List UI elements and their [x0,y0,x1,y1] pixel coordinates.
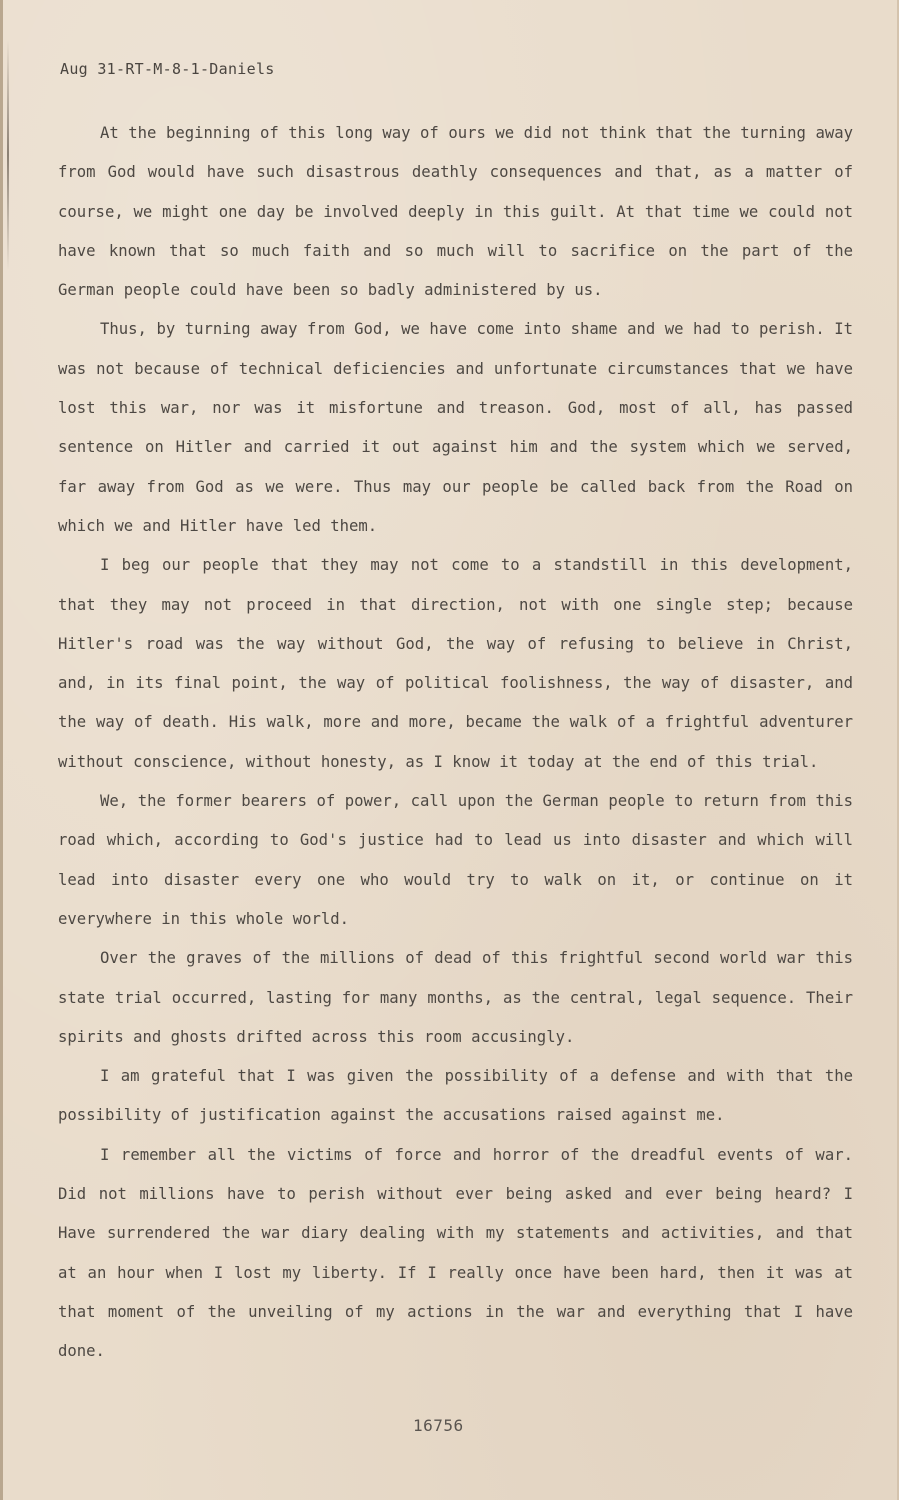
paragraph-7: I remember all the victims of force and horror of the dreadful events of war. Did not millions have to perish without ever being asked and ever being heard? I Have surrendered the war diary dealing with my statements and activities, and that at an hour when I lost my liberty. If I really once have been hard, then it was at that moment of the unveiling of my actions in the war and everything that I have done. [58,1145,853,1361]
paragraph-4: We, the former bearers of power, call upon the German people to return from this road which, according to God's justice had to lead us into disaster and which will lead into disaster every one who would try to walk on it, or continue on it everywhere in this whole world. [58,792,853,928]
document-body [58,114,853,1372]
binding-mark [7,40,9,270]
paragraph-6: I am grateful that I was given the possibility of a defense and with that the possibility of justification against the accusations raised against me. [58,1067,853,1125]
paragraph-1: At the beginning of this long way of ours we did not think that the turning away from God would have such disastrous deathly consequences and that, as a matter of course, we might one day be involved deeply in this guilt. At that time we could not have known that so much faith and so much will to sacrifice on the part of the German people could have been so badly administered by us. [58,124,853,300]
paragraph-5: Over the graves of the millions of dead of this frightful second world war this state trial occurred, lasting for many months, as the central, legal sequence. Their spirits and ghosts drifted across this room accusingly. [58,949,853,1046]
document-header: Aug 31-RT-M-8-1-Daniels [60,60,275,78]
paragraph-2: Thus, by turning away from God, we have come into shame and we had to perish. It was not because of technical deficiencies and unfortunate circumstances that we have lost this war, nor was it misfortune and treason. God, most of all, has passed sentence on Hitler and carried it out against him and the system which we served, far away from God as we were. Thus may our people be called back from the Road on which we and Hitler have led them. [58,320,853,535]
page-number: 16756 [413,1416,464,1435]
paragraph-3: I beg our people that they may not come to a standstill in this development, that they may not proceed in that direction, not with one single step; because Hitler's road was the way without God, the way of refusing to believe in Christ, and, in its final point, the way of political foolishness, the way of disaster, and the way of death. His walk, more and more, became the walk of a frightful adventurer without conscience, without honesty, as I know it today at the end of this trial. [58,556,853,771]
